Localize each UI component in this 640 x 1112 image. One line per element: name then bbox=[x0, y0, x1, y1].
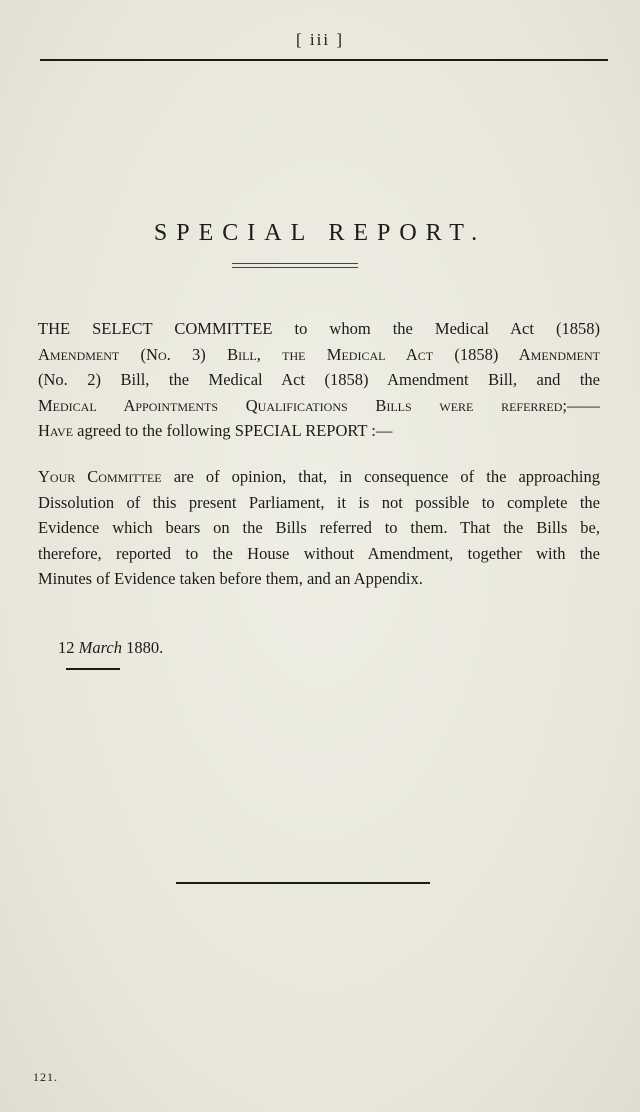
paragraph-line-text: agreed to the following SPECIAL REPORT :— bbox=[73, 421, 393, 440]
date-month: March bbox=[78, 638, 123, 657]
report-title: SPECIAL REPORT. bbox=[153, 220, 487, 246]
paragraph-line bbox=[38, 541, 600, 567]
paragraph-line bbox=[38, 515, 600, 541]
date-year: 1880. bbox=[126, 638, 164, 657]
report-date bbox=[58, 638, 163, 658]
paragraph-line-text: therefore, reported to the House without Amendment, together with the bbox=[38, 543, 600, 563]
paragraph-line bbox=[38, 316, 600, 342]
paragraph-line bbox=[38, 566, 600, 592]
paragraph-lead-word: Have bbox=[38, 421, 74, 440]
date-rule bbox=[66, 668, 120, 670]
paragraph-line bbox=[38, 393, 600, 419]
title-ornament-rule bbox=[232, 263, 358, 269]
paragraph-line-text: Medical Appointments Qualifications Bills were referred;—— bbox=[38, 395, 600, 415]
paragraph-line-text: Dissolution of this present Parliament, it is not possible to complete the bbox=[38, 492, 600, 512]
opinion-paragraph bbox=[38, 464, 600, 592]
paragraph-lead-word: Your Committee bbox=[38, 467, 162, 486]
paragraph-line bbox=[38, 464, 600, 490]
paragraph-line bbox=[38, 367, 600, 393]
paragraph-line-text: Minutes of Evidence taken before them, and an Appendix. bbox=[38, 569, 423, 588]
header-rule bbox=[40, 59, 608, 61]
page-number: [ iii ] bbox=[296, 30, 344, 49]
committee-paragraph bbox=[38, 316, 600, 444]
paragraph-line bbox=[38, 418, 600, 444]
paragraph-line bbox=[38, 490, 600, 516]
closing-rule bbox=[176, 882, 430, 884]
paragraph-line-text: THE SELECT COMMITTEE to whom the Medical Act (1858) bbox=[38, 319, 600, 338]
paragraph-line-text: Evidence which bears on the Bills referred to them. That the Bills be, bbox=[38, 518, 600, 537]
paragraph-line-text: (No. 2) Bill, the Medical Act (1858) Amendment Bill, and the bbox=[38, 370, 600, 389]
paragraph-line-text: are of opinion, that, in consequence of the approaching bbox=[161, 467, 600, 486]
footer-number: 121. bbox=[33, 1070, 58, 1084]
paragraph-line bbox=[38, 342, 600, 368]
date-day: 12 bbox=[58, 638, 75, 657]
paragraph-line-text: Amendment (No. 3) Bill, the Medical Act (1858) Amendment bbox=[38, 344, 600, 364]
